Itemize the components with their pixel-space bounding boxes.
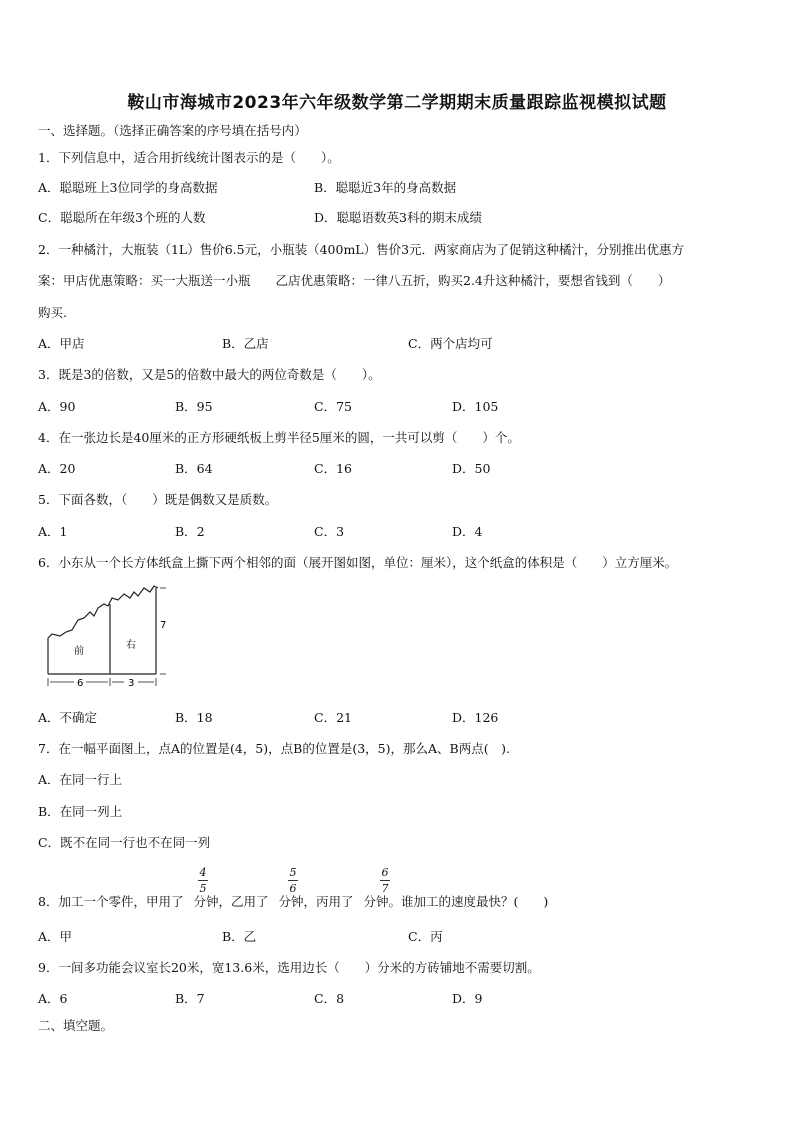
question-1: 1．下列信息中，适合用折线统计图表示的是（ ）。 — [38, 150, 340, 165]
q8-option-c: C．丙 — [408, 929, 443, 944]
fraction-bing — [380, 866, 390, 895]
right-width-dimension: 3 — [128, 678, 135, 689]
torn-edge — [48, 586, 158, 638]
q2-option-c: C．两个店均可 — [408, 336, 493, 351]
fraction-yi-numerator: 5 — [289, 866, 297, 879]
q2-option-a: A．甲店 — [38, 336, 85, 351]
question-2-line-3: 购买. — [38, 305, 67, 320]
q2-option-b: B．乙店 — [222, 336, 269, 351]
q5-option-a: A．1 — [38, 524, 68, 539]
front-width-dimension: 6 — [77, 678, 84, 689]
front-face-label: 前 — [74, 646, 84, 657]
q1-option-d: D．聪聪语数英3科的期末成绩 — [314, 210, 482, 225]
q6-option-c: C．21 — [314, 710, 352, 725]
q6-option-b: B．18 — [175, 710, 213, 725]
question-4: 4．在一张边长是40厘米的正方形硬纸板上剪半径5厘米的圆，一共可以剪（ ）个。 — [38, 430, 520, 445]
question-6: 6．小东从一个长方体纸盒上撕下两个相邻的面（展开图如图，单位：厘米），这个纸盒的体积是（ ）立方厘米。 — [38, 555, 678, 570]
section-heading-choice: 一、选择题。（选择正确答案的序号填在括号内） — [38, 123, 307, 138]
question-2-line-1: 2．一种橘汁，大瓶装（1L）售价6.5元，小瓶装（400mL）售价3元．两家商店为了促销这种橘汁，分别推出优惠方 — [38, 242, 685, 257]
q4-option-a: A．20 — [38, 461, 76, 476]
right-face-label: 右 — [126, 640, 136, 651]
question-3: 3．既是3的倍数，又是5的倍数中最大的两位奇数是（ ）。 — [38, 367, 381, 382]
q5-option-d: D．4 — [452, 524, 483, 539]
q1-option-a: A．聪聪班上3位同学的身高数据 — [38, 180, 218, 195]
height-dimension: 7 — [160, 620, 167, 631]
fraction-yi-denominator: 6 — [289, 882, 297, 895]
q3-option-b: B．95 — [175, 399, 213, 414]
question-2-line-2: 案：甲店优惠策略：买一大瓶送一小瓶 乙店优惠策略：一律八五折，购买2.4升这种橘汁，要想省钱到（ ） — [38, 273, 671, 288]
q4-option-d: D．50 — [452, 461, 491, 476]
q9-option-b: B．7 — [175, 991, 205, 1006]
q8-option-b: B．乙 — [222, 929, 257, 944]
q1-option-c: C．聪聪所在年级3个班的人数 — [38, 210, 206, 225]
q8-text-part-4: 分钟。谁加工的速度最快？( ) — [363, 894, 549, 909]
question-9: 9．一间多功能会议室长20米，宽13.6米，选用边长（ ）分米的方砖铺地不需要切割。 — [38, 960, 540, 975]
q7-option-a: A．在同一行上 — [38, 772, 123, 787]
q8-text-part-3: 分钟，丙用了 — [278, 894, 354, 909]
q8-option-a: A．甲 — [38, 929, 73, 944]
q1-option-b: B．聪聪近3年的身高数据 — [314, 180, 457, 195]
page-title: 鞍山市海城市2023年六年级数学第二学期期末质量跟踪监视模拟试题 — [127, 93, 667, 113]
fraction-bing-numerator: 6 — [381, 866, 389, 879]
q5-option-b: B．2 — [175, 524, 205, 539]
q3-option-d: D．105 — [452, 399, 499, 414]
q3-option-c: C．75 — [314, 399, 352, 414]
q7-option-b: B．在同一列上 — [38, 804, 123, 819]
question-7: 7．在一幅平面图上，点A的位置是(4，5)，点B的位置是(3，5)，那么A、B两点( ). — [38, 741, 510, 756]
fraction-bing-denominator: 7 — [381, 882, 389, 895]
q5-option-c: C．3 — [314, 524, 345, 539]
q4-option-b: B．64 — [175, 461, 213, 476]
question-5: 5．下面各数，（ ）既是偶数又是质数。 — [38, 492, 278, 507]
fraction-jia — [198, 866, 208, 895]
q6-option-a: A．不确定 — [38, 710, 98, 725]
q4-option-c: C．16 — [314, 461, 352, 476]
q8-text-part-2: 分钟，乙用了 — [193, 894, 269, 909]
q9-option-c: C．8 — [314, 991, 345, 1006]
q9-option-a: A．6 — [38, 991, 68, 1006]
box-net-figure — [38, 582, 178, 692]
q6-option-d: D．126 — [452, 710, 499, 725]
q8-text-part-1: 8．加工一个零件，甲用了 — [38, 894, 184, 909]
fraction-yi — [288, 866, 298, 895]
fraction-jia-numerator: 4 — [199, 866, 207, 879]
q3-option-a: A．90 — [38, 399, 76, 414]
section-heading-fill: 二、填空题。 — [38, 1018, 114, 1033]
q7-option-c: C．既不在同一行也不在同一列 — [38, 835, 211, 850]
fraction-jia-denominator: 5 — [199, 882, 207, 895]
q9-option-d: D．9 — [452, 991, 483, 1006]
